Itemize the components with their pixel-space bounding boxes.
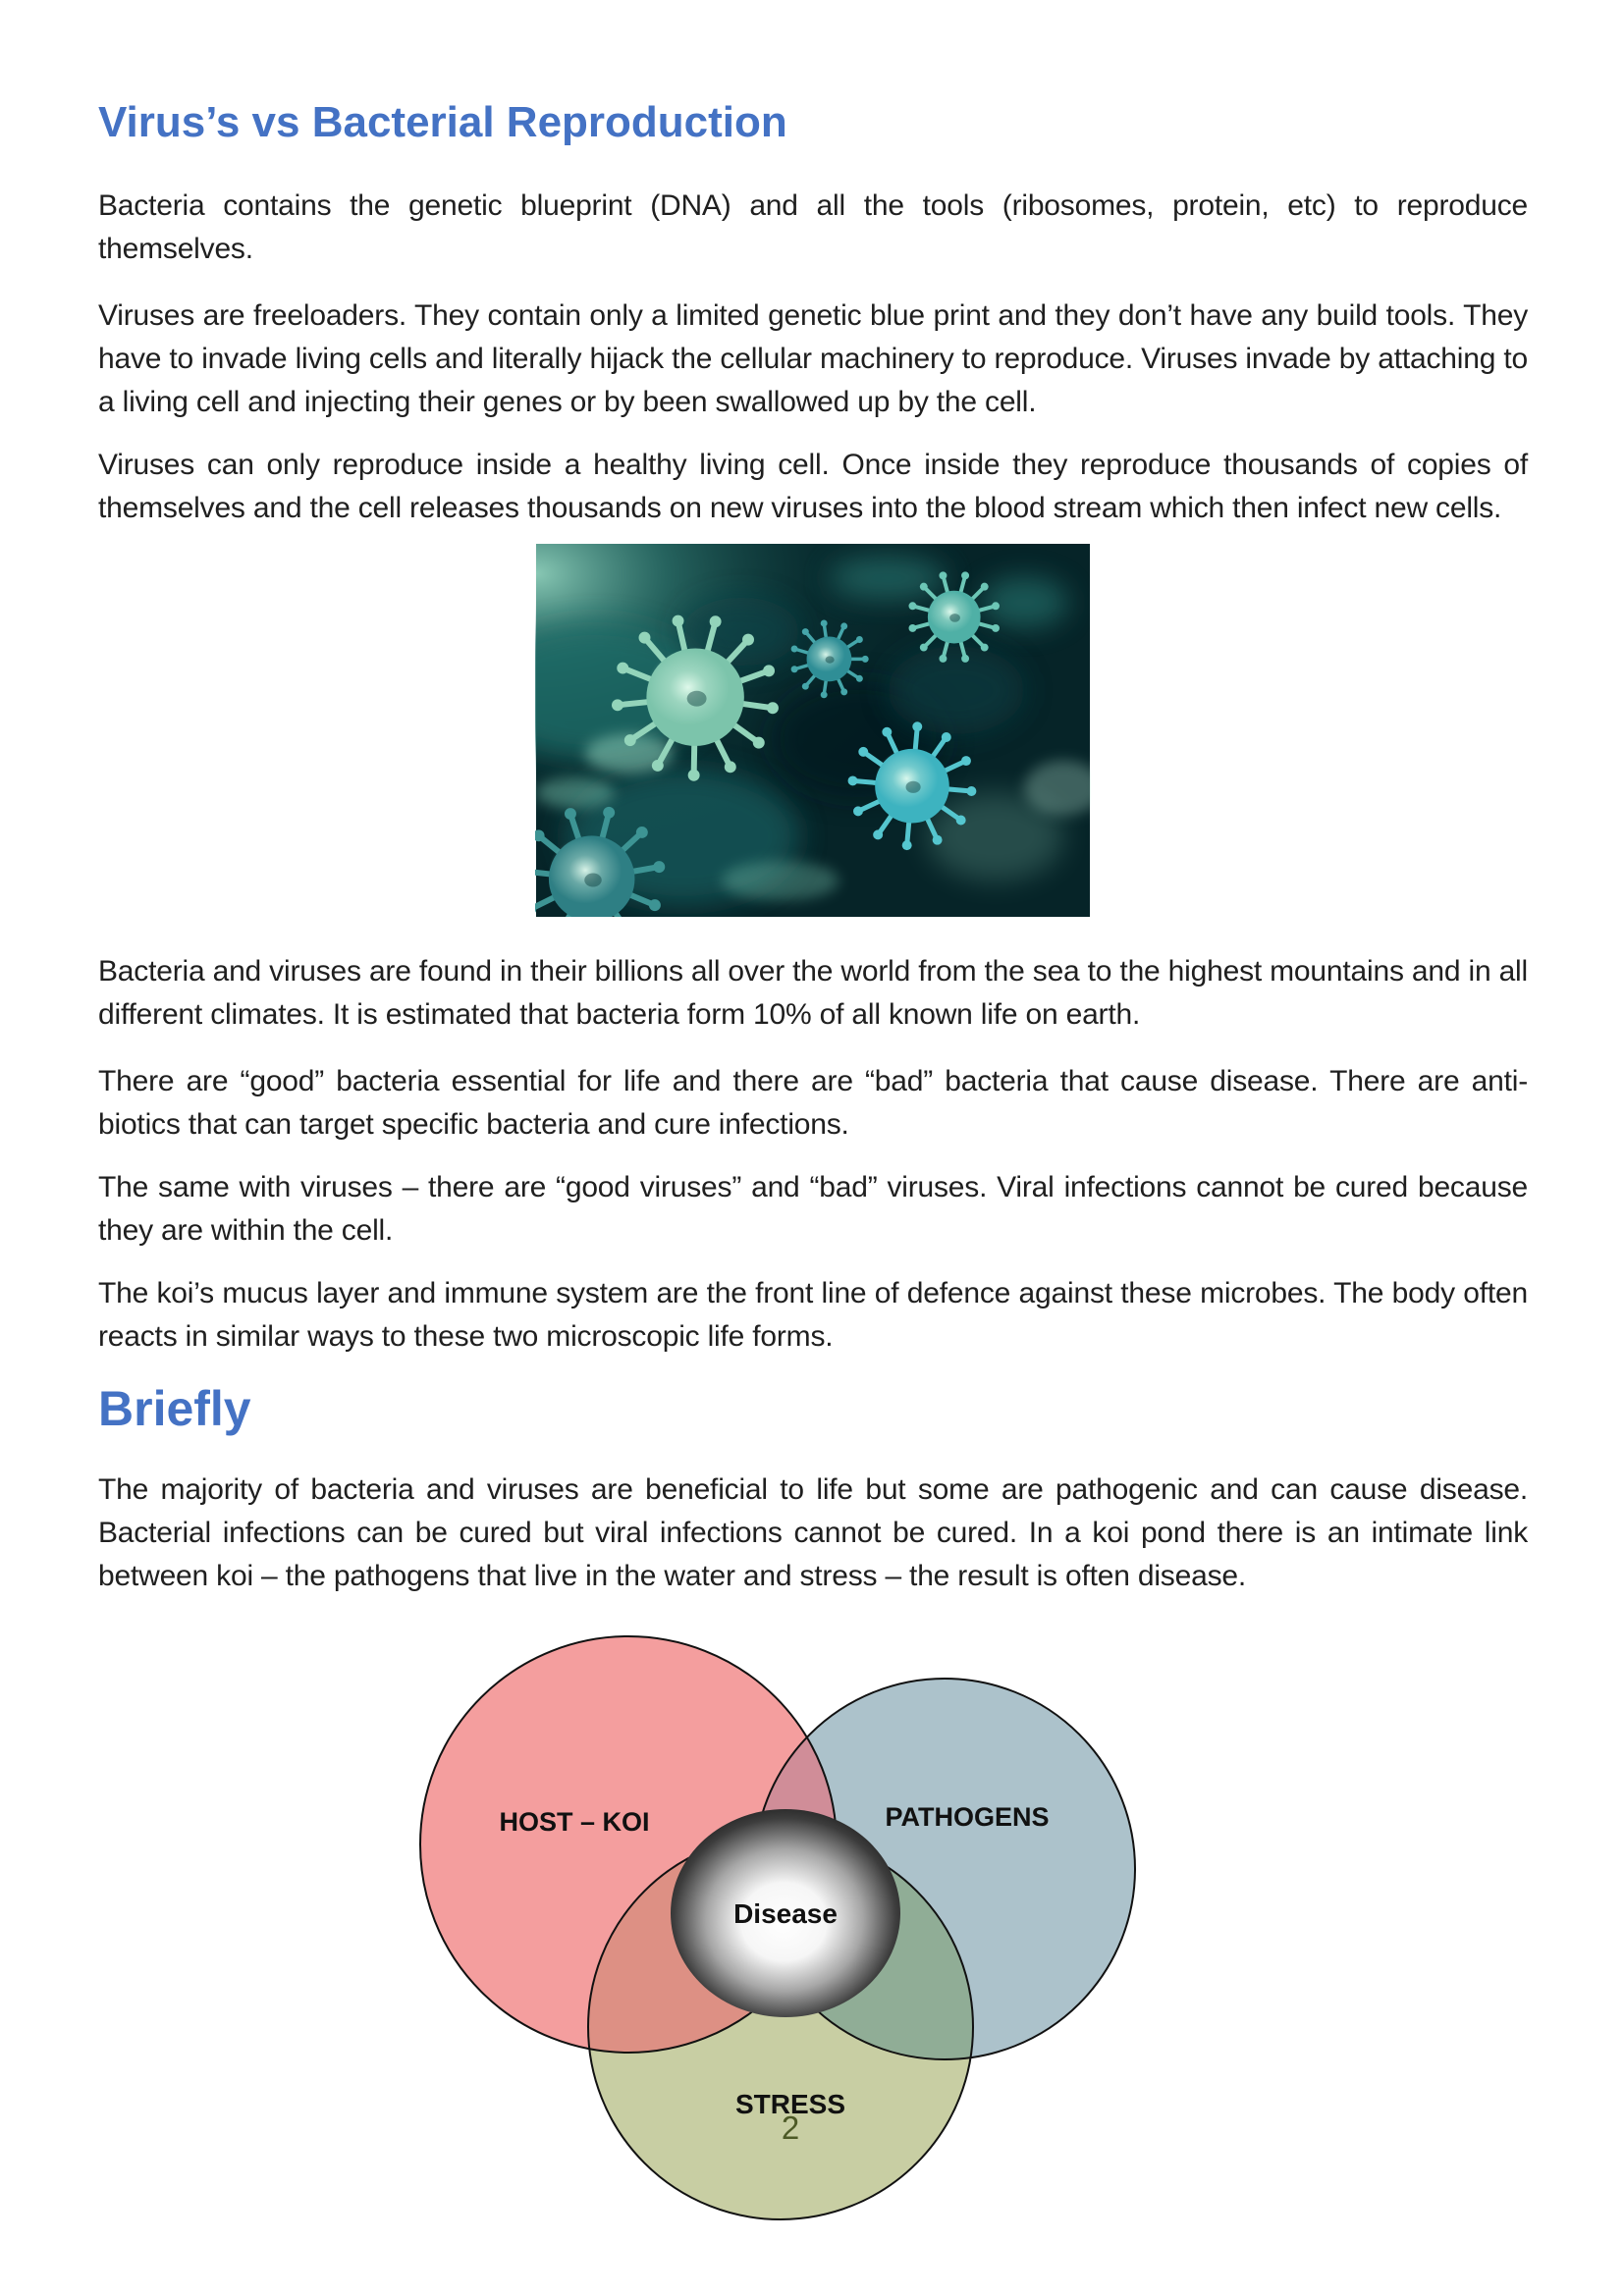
- paragraph-majority-beneficial: The majority of bacteria and viruses are beneficial to life but some are pathogenic and can cause disease. Bacterial infections can be cured but viral infections cannot be cured. In a koi pond there is an intimate link between koi – the pathogens that live in the water and stress – the result is often disease.: [98, 1473, 1528, 1592]
- page-title: Virus’s vs Bacterial Reproduction: [98, 98, 787, 146]
- venn-label-disease: Disease: [733, 1898, 838, 1929]
- venn-label-pathogens: PATHOGENS: [885, 1802, 1050, 1832]
- paragraph-bacteria-blueprint: Bacteria contains the genetic blueprint (DNA) and all the tools (ribosomes, protein, etc) to reproduce themselves.: [98, 189, 1528, 265]
- page-number: 2: [781, 2109, 800, 2146]
- paragraph-bacteria-billions: Bacteria and viruses are found in their billions all over the world from the sea to the highest mountains and in all different climates. It is estimated that bacteria form 10% of all known life on earth.: [98, 955, 1528, 1031]
- paragraph-koi-mucus-layer: The koi’s mucus layer and immune system are the front line of defence against these microbes. The body often reacts in similar ways to these two microscopic life forms.: [98, 1277, 1528, 1353]
- venn-label-host-koi: HOST – KOI: [499, 1807, 650, 1837]
- virus-image: [535, 544, 1091, 917]
- paragraph-viruses-reproduce: Viruses can only reproduce inside a healthy living cell. Once inside they reproduce thousands of copies of themselves and the cell releases thousands on new viruses into the blood stream which then infect new cells.: [98, 449, 1528, 524]
- venn-label-stress: STRESS: [734, 2089, 846, 2119]
- section-heading-briefly: Briefly: [98, 1381, 251, 1436]
- paragraph-good-bad-viruses: The same with viruses – there are “good viruses” and “bad” viruses. Viral infections cannot be cured because they are within the cell.: [98, 1171, 1528, 1247]
- paragraph-viruses-freeloaders: Viruses are freeloaders. They contain only a limited genetic blue print and they don’t have any build tools. They have to invade living cells and literally hijack the cellular machinery to reproduce. Viruses invade by attaching to a living cell and injecting their genes or by been swallowed up by the cell.: [98, 299, 1528, 418]
- paragraph-good-bad-bacteria: There are “good” bacteria essential for life and there are “bad” bacteria that cause disease. There are anti-biotics that can target specific bacteria and cure infections.: [98, 1065, 1528, 1141]
- virus-illustration: [535, 544, 1091, 917]
